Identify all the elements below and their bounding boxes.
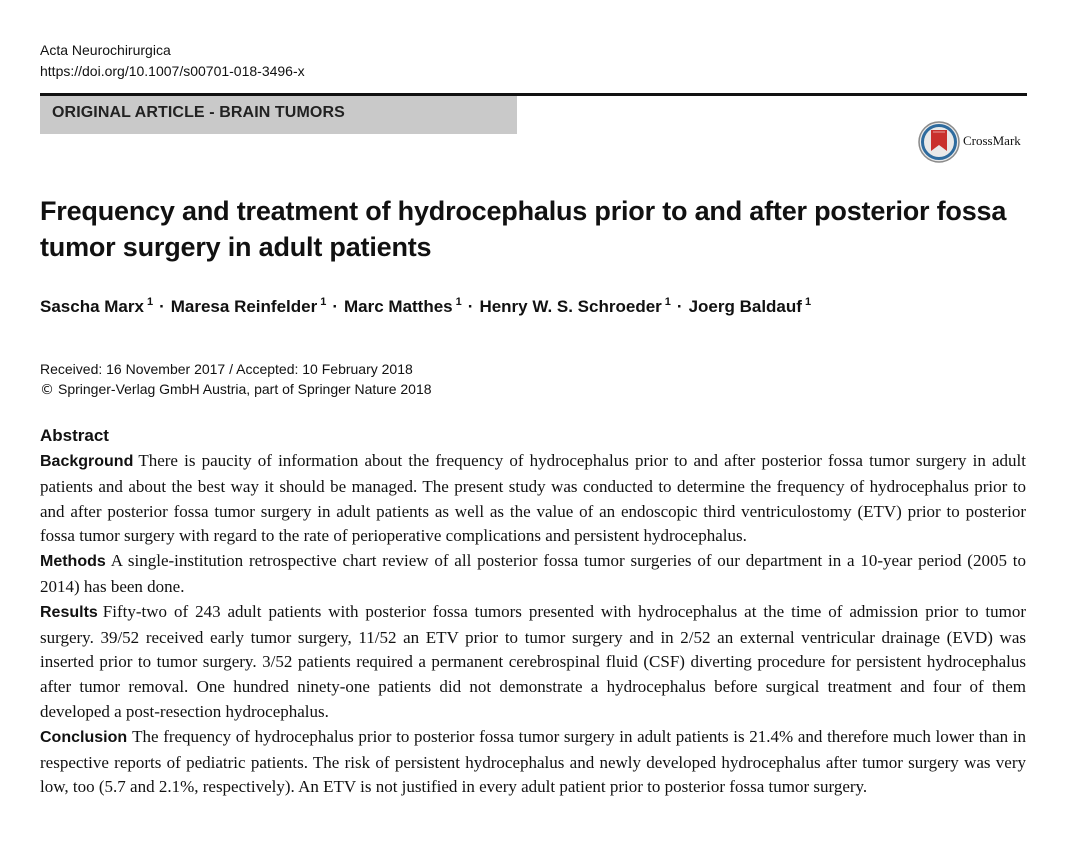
abstract-section-text: A single-institution retrospective chart review of all posterior fossa tumor surgeries of our department in a 10-year period (2005 to 2014) has been done.: [40, 551, 1026, 596]
abstract-background: [40, 449, 1026, 549]
crossmark-label: CrossMark: [963, 133, 1021, 148]
crossmark-badge[interactable]: [917, 120, 1037, 164]
abstract-methods: [40, 549, 1026, 600]
author-affiliation: 1: [320, 296, 327, 308]
doi-link[interactable]: https://doi.org/10.1007/s00701-018-3496-x: [40, 63, 305, 79]
author-separator: ·: [467, 297, 474, 316]
abstract-section-label: Background: [40, 453, 134, 470]
author-name[interactable]: Sascha Marx: [40, 297, 144, 316]
copyright-line: [40, 379, 432, 400]
crossmark-icon: [917, 120, 961, 164]
abstract-section-label: Methods: [40, 553, 106, 571]
author-separator: ·: [676, 297, 683, 316]
abstract-conclusion: [40, 725, 1026, 800]
copyright-text: Springer-Verlag GmbH Austria, part of Springer Nature 2018: [58, 381, 432, 397]
author-name[interactable]: Henry W. S. Schroeder: [479, 297, 662, 316]
section-label: ORIGINAL ARTICLE - BRAIN TUMORS: [52, 104, 345, 121]
abstract-results: [40, 600, 1026, 725]
author-separator: ·: [159, 297, 165, 316]
abstract-body: [40, 449, 1026, 800]
abstract-section-label: Conclusion: [40, 728, 128, 746]
author-affiliation: 1: [804, 296, 812, 308]
abstract-section-label: Results: [40, 603, 98, 621]
author-name[interactable]: Joerg Baldauf: [688, 297, 802, 316]
abstract-section-text: There is paucity of information about the frequency of hydrocephalus prior to and after posterior fossa tumor surgery in adult patients and about the best way it should be managed. The present study was conducted to determine the frequency of hydrocephalus prior to and after posterior fossa tumor surgery in adult patients as well as the value of an endoscopic third ventriculostomy (ETV) prior to posterior fossa tumor surgery with regard to the rate of perioperative complications and persistent hydrocephalus.: [40, 451, 1026, 546]
author-separator: ·: [332, 297, 338, 316]
author-affiliation: 1: [664, 296, 671, 308]
author-name[interactable]: Marc Matthes: [344, 297, 453, 316]
journal-name: Acta Neurochirurgica: [40, 42, 171, 58]
copyright-symbol: ©: [40, 382, 54, 398]
author-affiliation: 1: [146, 296, 154, 308]
abstract-section-text: Fifty-two of 243 adult patients with posterior fossa tumors presented with hydrocephalus at the time of admission prior to tumor surgery. 39/52 received early tumor surgery, 11/52 an ETV prior to tumor surgery and in 2/52 an external ventricular drainage (EVD) was inserted prior to tumor surgery. 3/52 patients required a permanent cerebrospinal fluid (CSF) diverting procedure for persistent hydrocephalus after tumor removal. One hundred ninety-one patients did not demonstrate a hydrocephalus before surgical treatment and four of them developed a post-resection hydrocephalus.: [40, 601, 1026, 721]
section-banner: [40, 96, 517, 134]
author-name[interactable]: Maresa Reinfelder: [170, 297, 318, 316]
article-title: Frequency and treatment of hydrocephalus prior to and after posterior fossa tumor surgery in adult patients: [40, 196, 1007, 262]
received-accepted-dates: Received: 16 November 2017 / Accepted: 10 February 2018: [40, 361, 413, 377]
abstract-heading: Abstract: [40, 426, 109, 445]
abstract-section-text: The frequency of hydrocephalus prior to posterior fossa tumor surgery in adult patients is 21.4% and therefore much lower than in respective reports of pediatric patients. The risk of persistent hydrocephalus and newly developed hydrocephalus after tumor surgery was very low, too (5.7 and 2.1%, respectively). An ETV is not justified in every adult patient prior to posterior fossa tumor surgery.: [40, 726, 1026, 797]
author-list: [40, 296, 811, 317]
author-affiliation: 1: [455, 296, 462, 308]
